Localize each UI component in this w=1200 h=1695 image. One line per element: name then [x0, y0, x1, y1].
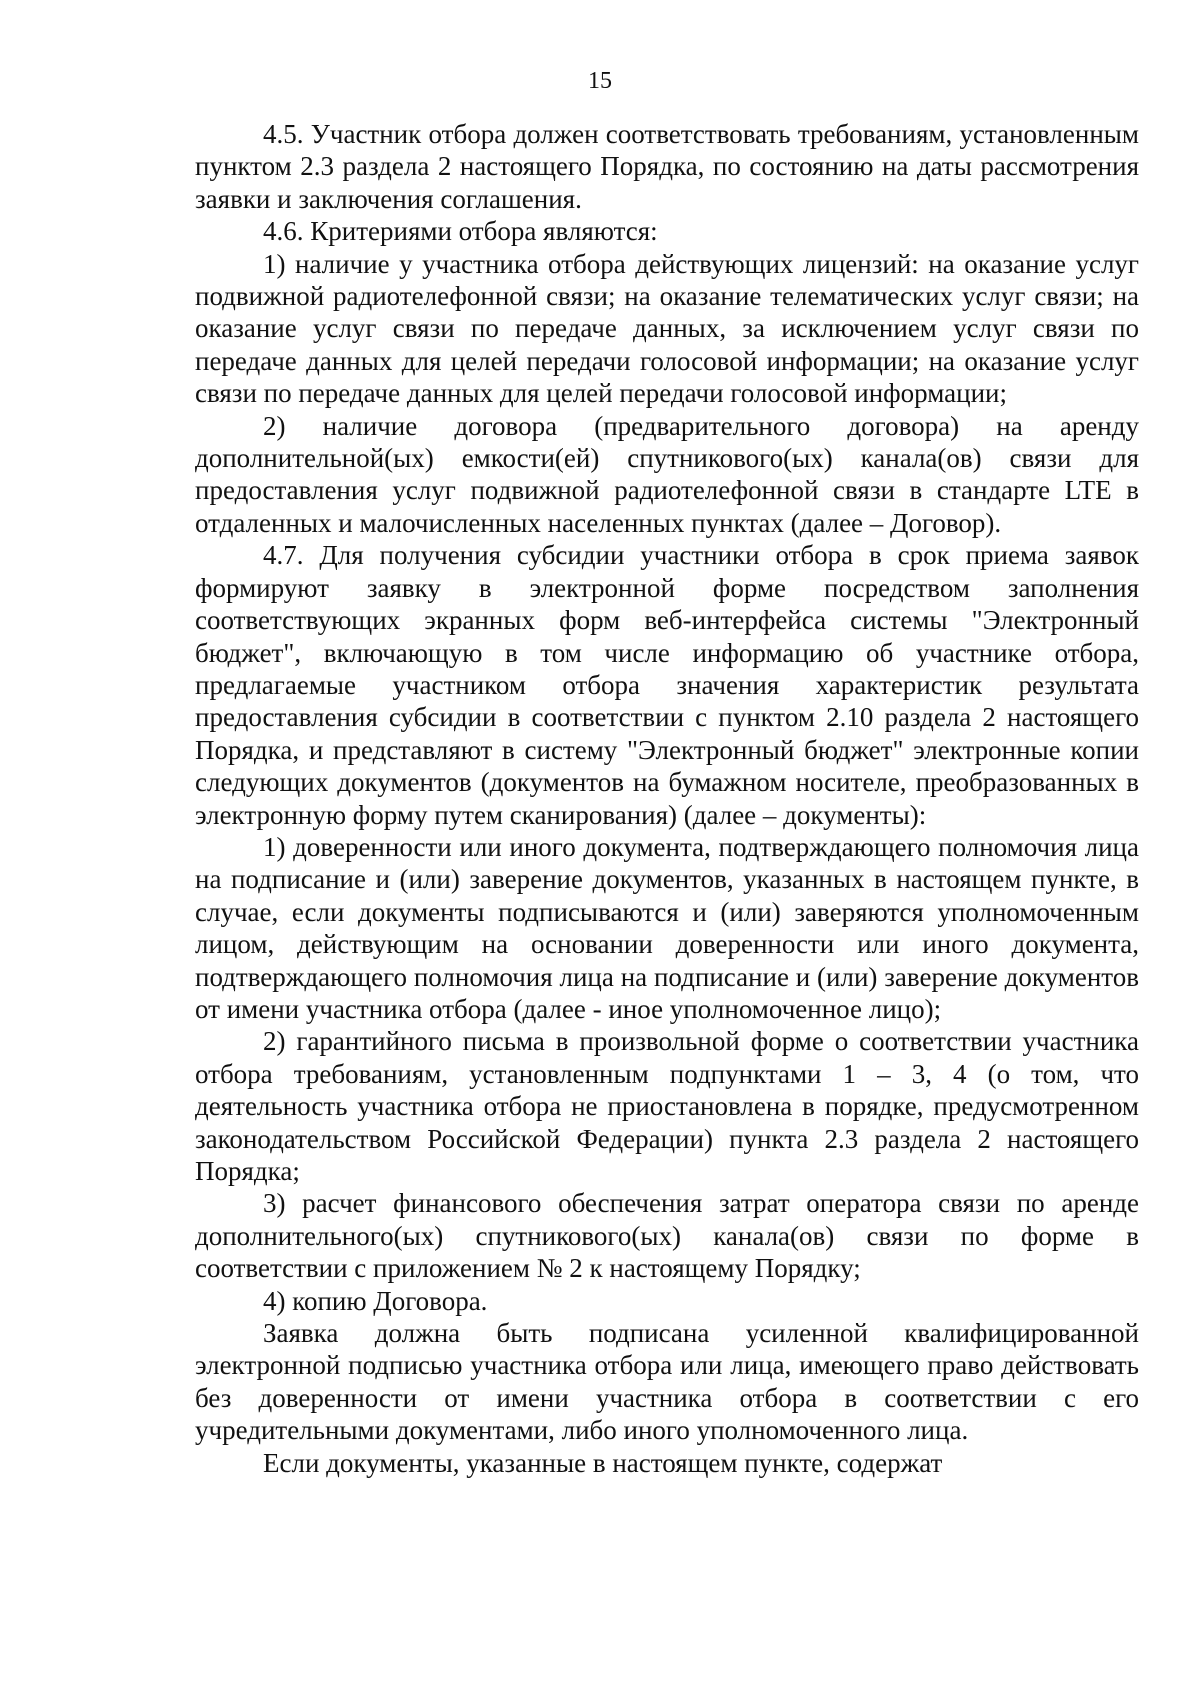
- paragraph-4-7-item-1: 1) доверенности или иного документа, подтверждающего полномочия лица на подписание и (или) заверение документов, указанных в настоящем пункте, в случае, если документы подписываются и (или) заверяются уполномоченным лицом, действующим на основании доверенности или иного документа, подтверждающего полномочия лица на подписание и (или) заверение документов от имени участника отбора (далее - иное уполномоченное лицо);: [195, 831, 1139, 1024]
- paragraph-4-7-item-3: 3) расчет финансового обеспечения затрат оператора связи по аренде дополнительного(ых) спутникового(ых) канала(ов) связи по форме в соответствии с приложением № 2 к настоящему Порядку;: [195, 1188, 1139, 1284]
- paragraph-4-6: 4.6. Критериями отбора являются:: [263, 216, 658, 247]
- paragraph-continued: Если документы, указанные в настоящем пункте, содержат: [263, 1447, 943, 1478]
- paragraph-4-6-item-1: 1) наличие у участника отбора действующих лицензий: на оказание услуг подвижной радиотелефонной связи; на оказание телематических услуг связи; на оказание услуг связи по передаче данных, за исключением услуг связи по передаче данных для целей передачи голосовой информации; на оказание услуг связи по передаче данных для целей передачи голосовой информации;: [195, 248, 1139, 409]
- document-body: [195, 118, 1139, 1479]
- paragraph-4-5: 4.5. Участник отбора должен соответствовать требованиям, установленным пунктом 2.3 раздела 2 настоящего Порядка, по состоянию на даты рассмотрения заявки и заключения соглашения.: [195, 119, 1139, 214]
- paragraph-4-6-item-2: 2) наличие договора (предварительного договора) на аренду дополнительной(ых) емкости(ей) спутникового(ых) канала(ов) связи для предоставления услуг подвижной радиотелефонной связи в стандарте LTE в отдаленных и малочисленных населенных пунктах (далее – Договор).: [195, 410, 1139, 538]
- paragraph-4-7-item-4: 4) копию Договора.: [263, 1285, 488, 1316]
- page-number: 15: [588, 68, 612, 94]
- paragraph-signature-requirement: Заявка должна быть подписана усиленной квалифицированной электронной подписью участника отбора или лица, имеющего право действовать без доверенности от имени участника отбора в соответствии с его учредительными документами, либо иного уполномоченного лица.: [195, 1318, 1139, 1446]
- paragraph-4-7-item-2: 2) гарантийного письма в произвольной форме о соответствии участника отбора требованиям, установленным подпунктами 1 – 3, 4 (о том, что деятельность участника отбора не приостановлена в порядке, предусмотренном законодательством Российской Федерации) пункта 2.3 раздела 2 настоящего Порядка;: [195, 1026, 1139, 1186]
- paragraph-4-7: 4.7. Для получения субсидии участники отбора в срок приема заявок формируют заявку в электронной форме посредством заполнения соответствующих экранных форм веб-интерфейса системы "Электронный бюджет", включающую в том числе информацию об участнике отбора, предлагаемые участником отбора значения характеристик результата предоставления субсидии в соответствии с пунктом 2.10 раздела 2 настоящего Порядка, и представляют в систему "Электронный бюджет" электронные копии следующих документов (документов на бумажном носителе, преобразованных в электронную форму путем сканирования) (далее – документы):: [195, 540, 1139, 830]
